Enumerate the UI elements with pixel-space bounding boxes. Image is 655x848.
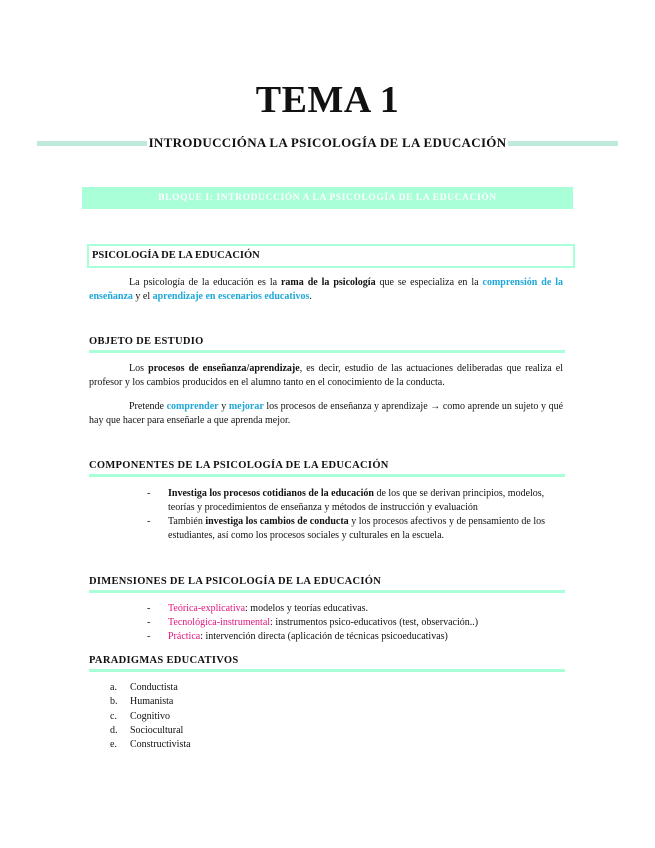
subtitle-right-rule bbox=[508, 141, 618, 146]
subtitle: INTRODUCCIÓNA LA PSICOLOGÍA DE LA EDUCACIÓN bbox=[148, 135, 507, 150]
paragraph-objeto-2: Pretende comprender y mejorar los procesos de enseñanza y aprendizaje → como aprende un sujeto y qué hay que hacer para enseñarle a que aprenda mejor. bbox=[89, 401, 564, 426]
paradigmas-list bbox=[110, 681, 191, 752]
section-heading-componentes: COMPONENTES DE LA PSICOLOGÍA DE LA EDUCACIÓN bbox=[89, 460, 565, 477]
dimensiones-list bbox=[143, 602, 563, 644]
section-heading-psicologia: PSICOLOGÍA DE LA EDUCACIÓN bbox=[87, 244, 575, 268]
paragraph-psicologia: La psicología de la educación es la rama de la psicología que se especializa en la comprensión de la enseñanza y el aprendizaje en escenarios educativos. bbox=[89, 277, 564, 302]
componentes-list bbox=[143, 487, 563, 543]
list-item: - Tecnológica-instrumental: instrumentos psico-educativos (test, observación..) bbox=[147, 617, 479, 628]
list-item: - Práctica: intervención directa (aplicación de técnicas psicoeducativas) bbox=[147, 631, 448, 642]
list-item: c. Cognitivo bbox=[110, 710, 171, 722]
list-item: d. Sociocultural bbox=[110, 724, 184, 736]
list-item: - También investiga los cambios de conducta y los procesos afectivos y de pensamiento de los estudiantes, así como los procesos sociales y culturales en la escuela. bbox=[147, 516, 546, 541]
section-heading-dimensiones: DIMENSIONES DE LA PSICOLOGÍA DE LA EDUCACIÓN bbox=[89, 576, 565, 593]
paragraph-objeto-1: Los procesos de enseñanza/aprendizaje, es decir, estudio de las actuaciones deliberadas que realiza el profesor y los cambios producidos en el alumno tanto en el conocimiento de la conducta. bbox=[89, 363, 564, 388]
bloque-banner: BLOQUE I: INTRODUCCIÓN A LA PSICOLOGÍA DE LA EDUCACIÓN bbox=[82, 187, 573, 209]
list-item: b. Humanista bbox=[110, 696, 174, 708]
section-heading-paradigmas: PARADIGMAS EDUCATIVOS bbox=[89, 655, 565, 672]
subtitle-row bbox=[37, 135, 618, 153]
subtitle-left-rule bbox=[37, 141, 147, 146]
section-heading-objeto: OBJETO DE ESTUDIO bbox=[89, 336, 565, 353]
list-item: e. Constructivista bbox=[110, 739, 191, 751]
list-item: - Investiga los procesos cotidianos de la educación de los que se derivan principios, modelos, teorías y procedimientos de enseñanza y métodos de instrucción y evaluación bbox=[147, 488, 545, 513]
list-item: - Teórica-explicativa: modelos y teorías educativas. bbox=[147, 603, 369, 614]
list-item: a. Conductista bbox=[110, 682, 178, 693]
page-title: TEMA 1 bbox=[255, 79, 400, 121]
